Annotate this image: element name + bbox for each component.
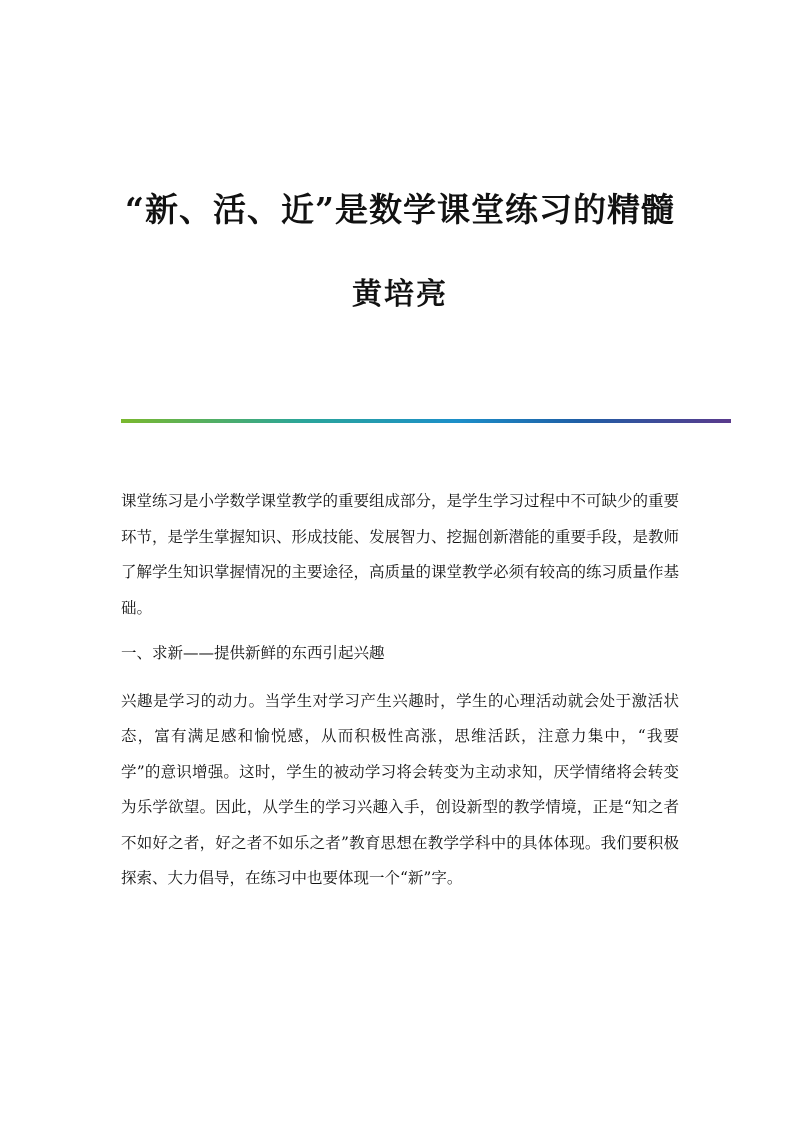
document-title: “新、活、近”是数学课堂练习的精髓 xyxy=(125,190,675,229)
document-body xyxy=(121,484,679,907)
intro-paragraph: 课堂练习是小学数学课堂教学的重要组成部分，是学生学习过程中不可缺少的重要环节，是学生掌握知识、形成技能、发展智力、挖掘创新潜能的重要手段，是教师了解学生知识掌握情况的主要途径，高质量的课堂教学必须有较高的练习质量作基础。 xyxy=(121,492,680,617)
gradient-divider xyxy=(121,419,731,423)
author-name: 黄培亮 xyxy=(352,277,448,312)
section-heading: 一、求新——提供新鲜的东西引起兴趣 xyxy=(121,644,385,662)
body-paragraph: 兴趣是学习的动力。当学生对学习产生兴趣时，学生的心理活动就会处于激活状态，富有满足感和愉悦感，从而积极性高涨，思维活跃，注意力集中，“我要学”的意识增强。这时，学生的被动学习将会转变为主动求知，厌学情绪将会转变为乐学欲望。因此，从学生的学习兴趣入手，创设新型的教学情境，正是“知之者不如好之者，好之者不如乐之者”教育思想在教学学科中的具体体现。我们要积极探索、大力倡导，在练习中也要体现一个“新”字。 xyxy=(121,691,679,887)
